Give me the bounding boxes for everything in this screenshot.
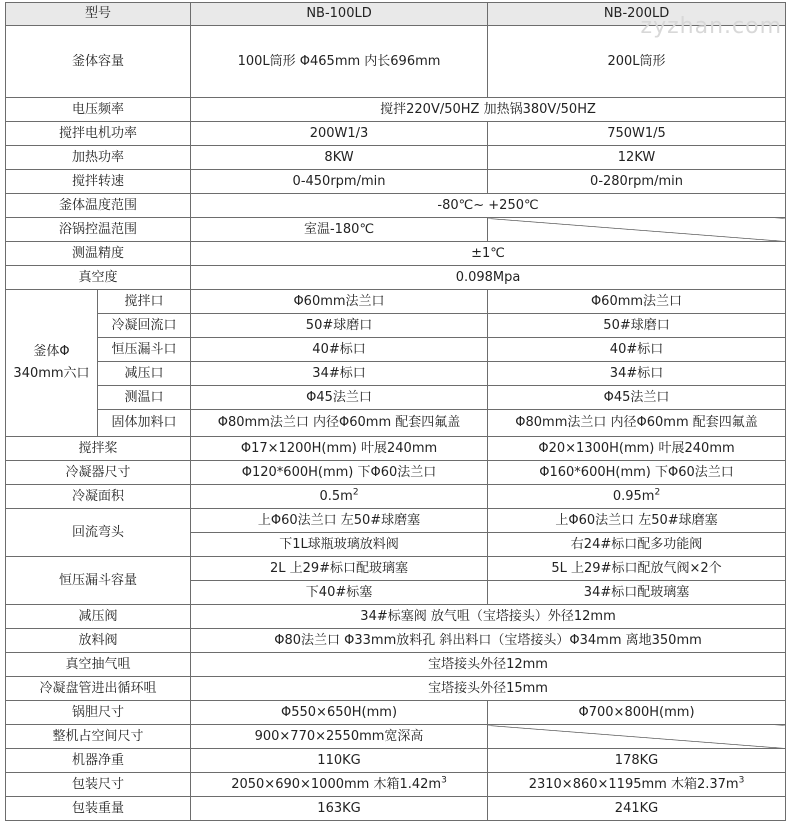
model-2-value: 40#标口 [488, 338, 786, 362]
model-1-value: 上Φ60法兰口 左50#球磨塞 [191, 509, 488, 533]
model-1-value: 110KG [191, 749, 488, 773]
port-label: 冷凝回流口 [98, 314, 191, 338]
row-label: 真空度 [6, 266, 191, 290]
row-label: 加热功率 [6, 146, 191, 170]
table-row [6, 461, 786, 485]
shared-value: 0.098Mpa [191, 266, 786, 290]
spec-table [5, 2, 786, 821]
model-1-header: NB-100LD [191, 3, 488, 26]
table-row [6, 797, 786, 821]
port-label: 恒压漏斗口 [98, 338, 191, 362]
model-1-value: Φ550×650H(mm) [191, 701, 488, 725]
table-row [6, 98, 786, 122]
model-2-value: 750W1/5 [488, 122, 786, 146]
model-1-value: 下1L球瓶玻璃放料阀 [191, 533, 488, 557]
model-1-value: 900×770×2550mm宽深高 [191, 725, 488, 749]
table-row [6, 653, 786, 677]
table-row [6, 485, 786, 509]
row-label: 机器净重 [6, 749, 191, 773]
model-2-value: 12KW [488, 146, 786, 170]
not-applicable-cell [488, 218, 786, 242]
port-group-label: 釜体Φ 340mm六口 [6, 290, 98, 437]
shared-value: Φ80法兰口 Φ33mm放料孔 斜出料口（宝塔接头）Φ34mm 离地350mm [191, 629, 786, 653]
table-row [6, 146, 786, 170]
row-label: 锅胆尺寸 [6, 701, 191, 725]
model-2-value [488, 485, 786, 509]
model-2-value: 34#标口配玻璃塞 [488, 581, 786, 605]
model-1-value: 163KG [191, 797, 488, 821]
model-1-value [191, 485, 488, 509]
table-row [6, 677, 786, 701]
shared-value: 34#标塞阀 放气咀（宝塔接头）外径12mm [191, 605, 786, 629]
value-text: 2050×690×1000mm 木箱1.42m [231, 776, 442, 792]
model-2-value: 200L筒形 [488, 26, 786, 98]
model-1-value: 8KW [191, 146, 488, 170]
port-label: 搅拌口 [98, 290, 191, 314]
table-row [6, 122, 786, 146]
row-label: 真空抽气咀 [6, 653, 191, 677]
table-row [6, 749, 786, 773]
model-1-value: Φ45法兰口 [191, 386, 488, 410]
model-1-value: Φ120*600H(mm) 下Φ60法兰口 [191, 461, 488, 485]
shared-value: ±1℃ [191, 242, 786, 266]
row-label: 冷凝面积 [6, 485, 191, 509]
model-2-value: Φ160*600H(mm) 下Φ60法兰口 [488, 461, 786, 485]
model-2-value: 右24#标口配多功能阀 [488, 533, 786, 557]
port-label: 测温口 [98, 386, 191, 410]
model-2-value [488, 773, 786, 797]
unit-exponent: 3 [738, 775, 745, 786]
table-row [6, 362, 786, 386]
value-text: 0.95m [612, 488, 655, 504]
model-2-value: 5L 上29#标口配放气阀×2个 [488, 557, 786, 581]
model-2-header: NB-200LD [488, 3, 786, 26]
model-1-value: Φ80mm法兰口 内径Φ60mm 配套四氟盖 [191, 410, 488, 437]
table-row [6, 314, 786, 338]
model-1-value: 40#标口 [191, 338, 488, 362]
row-label: 浴锅控温范围 [6, 218, 191, 242]
value-text: 0.5m [319, 488, 353, 504]
table-row [6, 605, 786, 629]
table-row [6, 725, 786, 749]
model-1-value [191, 773, 488, 797]
row-label: 冷凝器尺寸 [6, 461, 191, 485]
port-label: 减压口 [98, 362, 191, 386]
model-1-value: 室温-180℃ [191, 218, 488, 242]
table-row [6, 509, 786, 533]
row-label: 放料阀 [6, 629, 191, 653]
watermark: zyzhan.com [640, 14, 782, 39]
table-row [6, 242, 786, 266]
table-row [6, 437, 786, 461]
table-row [6, 218, 786, 242]
model-1-value: 50#球磨口 [191, 314, 488, 338]
model-2-value: Φ80mm法兰口 内径Φ60mm 配套四氟盖 [488, 410, 786, 437]
row-label: 包装重量 [6, 797, 191, 821]
row-label: 搅拌转速 [6, 170, 191, 194]
model-2-value: 0-280rpm/min [488, 170, 786, 194]
table-row [6, 629, 786, 653]
table-row [6, 410, 786, 437]
table-row [6, 701, 786, 725]
row-label: 釜体容量 [6, 26, 191, 98]
shared-value: 宝塔接头外径15mm [191, 677, 786, 701]
model-2-value: Φ45法兰口 [488, 386, 786, 410]
shared-value: 搅拌220V/50HZ 加热锅380V/50HZ [191, 98, 786, 122]
table-row [6, 266, 786, 290]
row-label: 搅拌桨 [6, 437, 191, 461]
port-label: 固体加料口 [98, 410, 191, 437]
shared-value: 宝塔接头外径12mm [191, 653, 786, 677]
not-applicable-cell [488, 725, 786, 749]
model-1-value: 下40#标塞 [191, 581, 488, 605]
table-row [6, 290, 786, 314]
model-1-value: 34#标口 [191, 362, 488, 386]
model-1-value: 100L筒形 Φ465mm 内长696mm [191, 26, 488, 98]
table-row [6, 194, 786, 218]
row-label: 冷凝盘管进出循环咀 [6, 677, 191, 701]
unit-exponent: 3 [441, 775, 447, 786]
row-label: 恒压漏斗容量 [6, 557, 191, 605]
row-label: 釜体温度范围 [6, 194, 191, 218]
model-2-value: Φ60mm法兰口 [488, 290, 786, 314]
model-2-value: Φ700×800H(mm) [488, 701, 786, 725]
model-2-value: 50#球磨口 [488, 314, 786, 338]
model-2-value: 178KG [488, 749, 786, 773]
shared-value: -80℃~ +250℃ [191, 194, 786, 218]
table-row [6, 773, 786, 797]
row-label: 减压阀 [6, 605, 191, 629]
model-1-value: 0-450rpm/min [191, 170, 488, 194]
model-2-value: Φ20×1300H(mm) 叶展240mm [488, 437, 786, 461]
table-row [6, 338, 786, 362]
model-1-value: 2L 上29#标口配玻璃塞 [191, 557, 488, 581]
value-text: 2310×860×1195mm 木箱2.37m [528, 776, 739, 792]
table-row [6, 170, 786, 194]
row-label: 整机占空间尺寸 [6, 725, 191, 749]
unit-exponent: 2 [352, 487, 359, 498]
row-label: 回流弯头 [6, 509, 191, 557]
model-2-value: 241KG [488, 797, 786, 821]
row-label: 包装尺寸 [6, 773, 191, 797]
table-row [6, 557, 786, 581]
model-2-value: 34#标口 [488, 362, 786, 386]
model-1-value: Φ60mm法兰口 [191, 290, 488, 314]
model-1-value: Φ17×1200H(mm) 叶展240mm [191, 437, 488, 461]
row-label: 测温精度 [6, 242, 191, 266]
table-row [6, 386, 786, 410]
model-2-value: 上Φ60法兰口 左50#球磨塞 [488, 509, 786, 533]
header-label: 型号 [6, 3, 191, 26]
row-label: 搅拌电机功率 [6, 122, 191, 146]
model-1-value: 200W1/3 [191, 122, 488, 146]
unit-exponent: 2 [654, 487, 661, 498]
row-label: 电压频率 [6, 98, 191, 122]
